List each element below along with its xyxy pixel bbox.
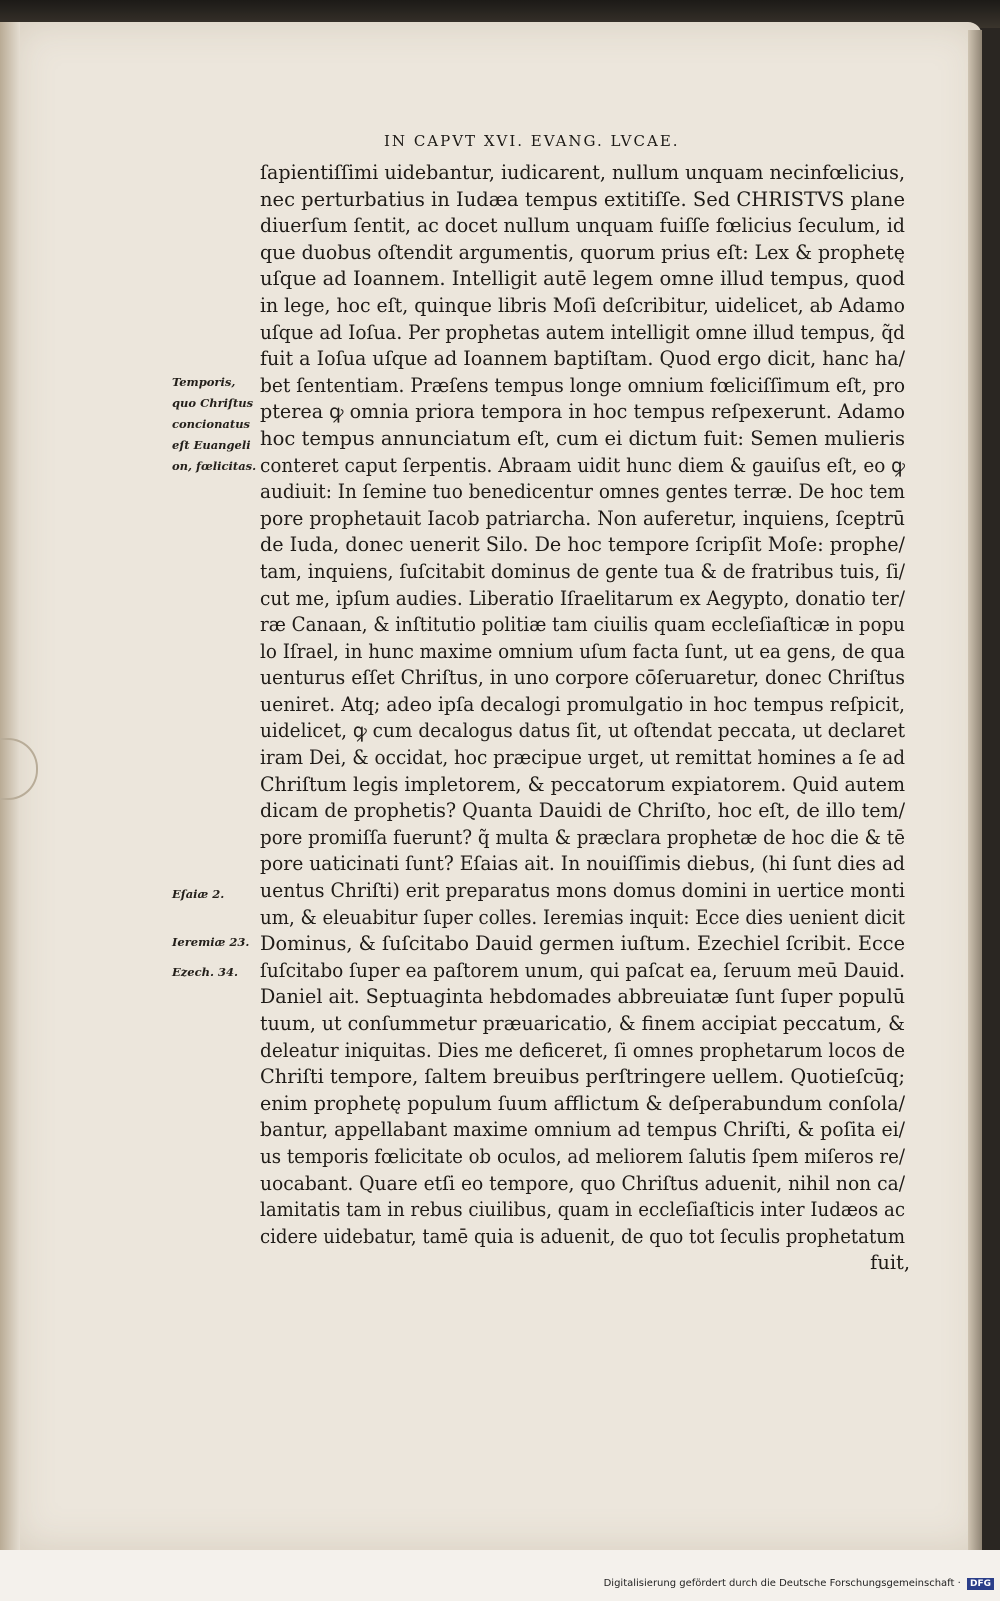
margin-note-ieremie: Ieremiæ 23. (172, 935, 250, 949)
margin-note-line: Temporis, (172, 375, 236, 389)
text-line: pore uaticinati ſunt? Eſaias ait. In nouiſſimis diebus, (hi ſunt dies ad (260, 852, 905, 876)
text-line: nec perturbatius in Iudæa tempus extitiſſe. Sed CHRISTVS plane (260, 187, 905, 211)
page-fore-edge (968, 30, 982, 1550)
text-line: enim prophetę populum ſuum afflictum & deſperabundum conſola/ (260, 1091, 905, 1115)
margin-note-line: on, fœlicitas. (172, 459, 257, 473)
text-line: ſuſcitabo ſuper ea paſtorem unum, qui paſcat ea, ſeruum meū Dauid. (260, 958, 905, 982)
dfg-logo: DFG (967, 1578, 994, 1590)
text-line: Chriſtum legis impletorem, & peccatorum expiatorem. Quid autem (260, 772, 905, 796)
text-line: lamitatis tam in rebus ciuilibus, quam in eccleſiaſticis inter Iudæos ac (260, 1198, 905, 1222)
text-line: in lege, hoc eſt, quinque libris Moſi deſcribitur, uidelicet, ab Adamo (260, 293, 905, 317)
text-line: bet ſententiam. Præſens tempus longe omnium fœliciſſimum eſt, pro (260, 373, 905, 397)
text-line: conteret caput ſerpentis. Abraam uidit hunc diem & gauiſus eſt, eo ꝙ (260, 453, 905, 477)
text-line: hoc tempus annunciatum eſt, cum ei dictum fuit: Semen mulieris (260, 426, 905, 450)
margin-note-line: quo Chriſtus (172, 396, 254, 410)
text-line: que duobus oſtendit argumentis, quorum prius eſt: Lex & prophetę (260, 240, 905, 264)
text-line: tuum, ut conſummetur præuaricatio, & finem accipiat peccatum, & (260, 1012, 905, 1035)
text-line: uenturus eſſet Chriſtus, in uno corpore cōſeruaretur, donec Chriſtus (260, 666, 905, 690)
text-line: cidere uidebatur, tamē quia is aduenit, de quo tot ſeculis prophetatum (260, 1224, 905, 1248)
text-line: uocabant. Quare etſi eo tempore, quo Chriſtus aduenit, nihil non ca/ (260, 1171, 905, 1195)
text-line: uentus Chriſti) erit preparatus mons domus domini in uertice monti (260, 879, 905, 903)
text-line: uſque ad Ioannem. Intelligit autē legem omne illud tempus, quod (260, 267, 905, 291)
text-line: lo Iſrael, in hunc maxime omnium uſum facta ſunt, ut ea gens, de qua (260, 639, 905, 663)
text-line: cut me, ipſum audies. Liberatio Iſraelitarum ex Aegypto, donatio ter/ (260, 586, 905, 610)
text-line: Dominus, & ſuſcitabo Dauid germen iuſtum. Ezechiel ſcribit. Ecce (260, 932, 905, 956)
text-line: diuerſum ſentit, ac docet nullum unquam fuiſſe fœlicius ſeculum, id (260, 214, 905, 238)
text-line: pore promiſſa fuerunt? q̃ multa & præclara prophetæ de hoc die & tē (260, 825, 905, 849)
margin-note-line: eſt Euangeli (172, 438, 251, 452)
text-line: tam, inquiens, ſuſcitabit dominus de gente tua & de fratribus tuis, ſi/ (260, 559, 905, 583)
text-line: de Iuda, donec uenerit Silo. De hoc tempore ſcripſit Moſe: prophe/ (260, 533, 905, 557)
text-line: Chriſti tempore, ſaltem breuibus perſtringere uellem. Quotieſcūq; (260, 1065, 905, 1089)
text-line: uſque ad Ioſua. Per prophetas autem intelligit omne illud tempus, q̃d (260, 320, 905, 344)
text-line: dicam de prophetis? Quanta Dauidi de Chriſto, hoc eſt, de illo tem/ (260, 799, 905, 823)
funding-credit-text: Digitalisierung gefördert durch die Deutsche Forschungsgemeinschaft (603, 1578, 955, 1589)
margin-note-esaie: Eſaiæ 2. (172, 887, 225, 901)
body-text (260, 160, 910, 1277)
funding-credit: Digitalisierung gefördert durch die Deutsche Forschungsgemeinschaft · DFG (604, 1578, 994, 1590)
text-line: deleatur iniquitas. Dies me deficeret, ſi omnes prophetarum locos de (260, 1038, 905, 1062)
text-line: ræ Canaan, & inſtitutio politiæ tam ciuilis quam eccleſiaſticæ in popu (260, 613, 905, 637)
text-line: audiuit: In ſemine tuo benedicentur omnes gentes terræ. De hoc tem (260, 480, 905, 504)
text-line: Daniel ait. Septuaginta hebdomades abbreuiatæ ſunt ſuper populū (260, 985, 905, 1009)
margin-note-ezech: Ezech. 34. (172, 965, 238, 979)
text-line: iram Dei, & occidat, hoc præcipue urget, ut remittat homines a ſe ad (260, 746, 905, 770)
running-header: IN CAPVT XVI. EVANG. LVCAE. (384, 132, 680, 150)
text-line: ſapientiſſimi uidebantur, iudicarent, nullum unquam necinfœlicius, (260, 161, 905, 184)
text-line: pore prophetauit Iacob patriarcha. Non auferetur, inquiens, ſceptrū (260, 506, 905, 530)
text-line: us temporis fœlicitate ob oculos, ad meliorem ſalutis ſpem miſeros re/ (260, 1144, 905, 1168)
text-line: fuit a Ioſua uſque ad Ioannem baptiſtam. Quod ergo dicit, hanc ha/ (260, 347, 905, 371)
text-line: ueniret. Atq; adeo ipſa decalogi promulgatio in hoc tempus reſpicit, (260, 692, 905, 716)
margin-note-line: concionatus (172, 417, 251, 431)
footer-strip (0, 1550, 1000, 1601)
text-line: bantur, appellabant maxime omnium ad tempus Chriſti, & poſita ei/ (260, 1118, 905, 1142)
margin-note-temporis (172, 372, 264, 477)
text-line: fuit, (870, 1251, 910, 1275)
text-line: uidelicet, ꝙ cum decalogus datus ſit, ut oſtendat peccata, ut declaret (260, 719, 905, 743)
text-line: pterea ꝙ omnia priora tempora in hoc tempus reſpexerunt. Adamo (260, 400, 905, 424)
text-line: um, & eleuabitur ſuper colles. Ieremias inquit: Ecce dies uenient dicit (260, 905, 905, 929)
